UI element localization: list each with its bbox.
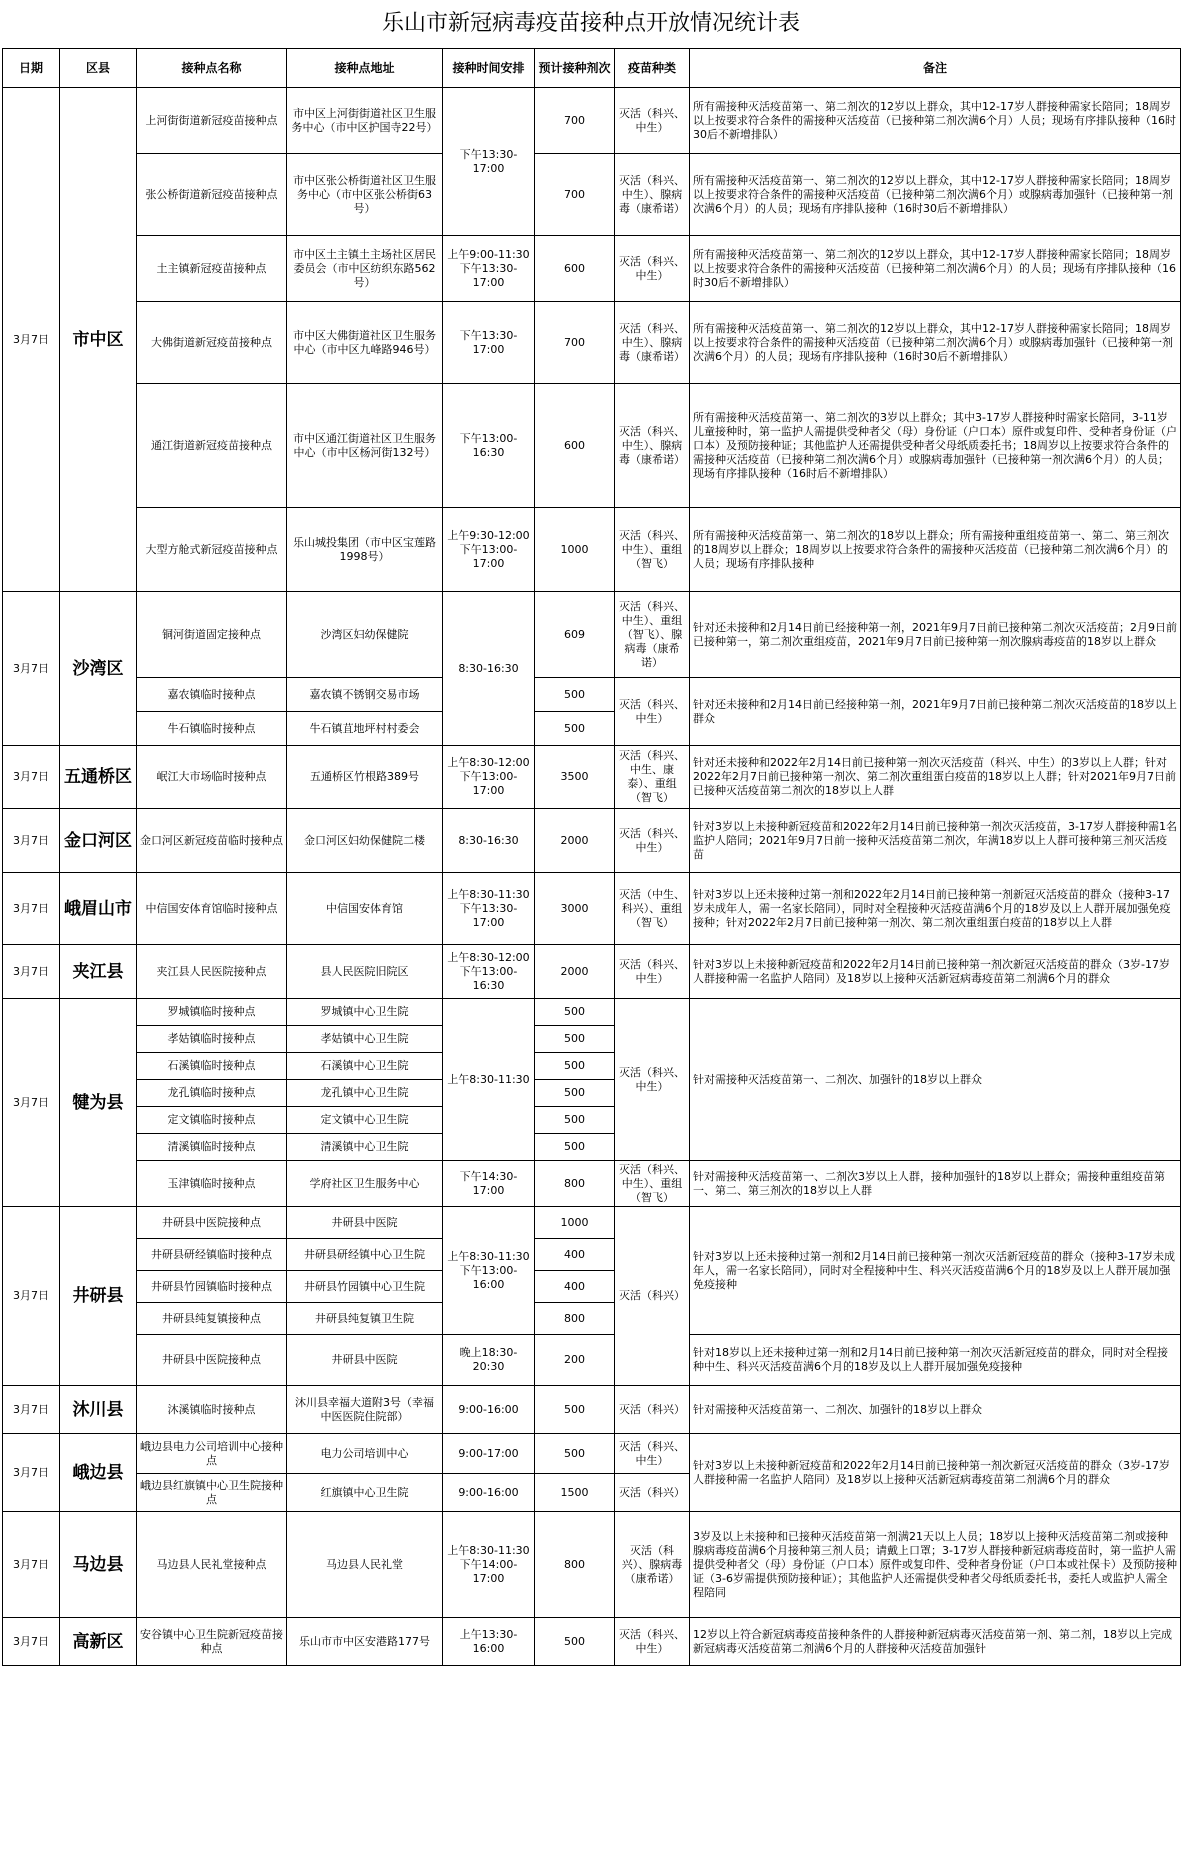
site-doses: 800 (535, 1303, 615, 1335)
site-time: 上午9:00-11:30 下午13:30-17:00 (443, 236, 535, 302)
site-note: 3岁及以上未接种和已接种灭活疫苗第一剂满21天以上人员；18岁以上接种灭活疫苗第二剂或接种腺病毒疫苗满6个月接种第三剂人员；请戴上口罩；3-17岁人群接种新冠病毒疫苗时，第一监护人需提供受种者父（母）身份证（户口本）原件或复印件、受种者身份证（户口本或社保卡）及预防接种证（3-6岁需提供预防接种证）；其他监护人还需提供受种者父母纸质委托书，委托人或监护人需全程陪同 (690, 1512, 1181, 1618)
site-vaccine: 灭活（科兴） (615, 1386, 690, 1434)
table-row (3, 1161, 1181, 1207)
table-row (3, 236, 1181, 302)
site-address: 市中区土主镇土主场社区居民委员会（市中区纺织东路562号） (287, 236, 443, 302)
site-address: 井研县中医院 (287, 1335, 443, 1386)
site-vaccine: 灭活（科兴） (615, 1474, 690, 1512)
site-vaccine: 灭活（中生、科兴）、重组（智飞） (615, 873, 690, 945)
site-address: 市中区上河街街道社区卫生服务中心（市中区护国寺22号） (287, 88, 443, 154)
site-doses: 3500 (535, 746, 615, 809)
site-address: 乐山市市中区安港路177号 (287, 1618, 443, 1666)
site-time: 下午13:30-17:00 (443, 302, 535, 384)
site-doses: 400 (535, 1239, 615, 1271)
table-row (3, 1434, 1181, 1474)
district-cell: 犍为县 (60, 999, 137, 1207)
site-vaccine: 灭活（科兴） (615, 1207, 690, 1386)
site-doses: 2000 (535, 809, 615, 873)
site-address: 井研县纯复镇卫生院 (287, 1303, 443, 1335)
site-vaccine: 灭活（科兴、中生）、重组（智飞） (615, 508, 690, 592)
site-vaccine: 灭活（科兴、中生） (615, 945, 690, 999)
site-name: 土主镇新冠疫苗接种点 (137, 236, 287, 302)
district-cell: 井研县 (60, 1207, 137, 1386)
site-address: 孝姑镇中心卫生院 (287, 1026, 443, 1053)
header-vaccine: 疫苗种类 (615, 49, 690, 88)
site-name: 井研县纯复镇接种点 (137, 1303, 287, 1335)
site-vaccine: 灭活（科兴、中生）、重组（智飞）、腺病毒（康希诺） (615, 592, 690, 678)
site-name: 龙孔镇临时接种点 (137, 1080, 287, 1107)
site-name: 嘉农镇临时接种点 (137, 678, 287, 712)
table-row (3, 945, 1181, 999)
site-address: 牛石镇苴地坪村村委会 (287, 712, 443, 746)
site-doses: 500 (535, 1618, 615, 1666)
site-vaccine: 灭活（科兴、中生） (615, 1618, 690, 1666)
site-address: 沙湾区妇幼保健院 (287, 592, 443, 678)
site-vaccine: 灭活（科兴、中生） (615, 1434, 690, 1474)
site-note: 所有需接种灭活疫苗第一、第二剂次的12岁以上群众，其中12-17岁人群接种需家长陪同；18周岁以上按要求符合条件的需接种灭活疫苗（已接种第二剂次满6个月）或腺病毒加强针（已接种第一剂次满6个月）的人员；现场有序排队接种（16时30后不新增排队） (690, 302, 1181, 384)
site-time: 9:00-17:00 (443, 1434, 535, 1474)
site-doses: 1500 (535, 1474, 615, 1512)
site-time: 下午13:30-17:00 (443, 88, 535, 236)
site-note: 针对还未接种和2月14日前已经接种第一剂，2021年9月7日前已接种第二剂次灭活疫苗的18岁以上群众 (690, 678, 1181, 746)
site-vaccine: 灭活（科兴、中生） (615, 236, 690, 302)
table-row (3, 592, 1181, 678)
site-vaccine: 灭活（科兴、中生）、腺病毒（康希诺） (615, 154, 690, 236)
site-note: 所有需接种灭活疫苗第一、第二剂次的12岁以上群众，其中12-17岁人群接种需家长陪同；18周岁以上按要求符合条件的需接种灭活疫苗（已接种第二剂次满6个月）人员；现场有序排队接种（16时30后不新增排队） (690, 88, 1181, 154)
site-note: 针对需接种灭活疫苗第一、二剂次、加强针的18岁以上群众 (690, 999, 1181, 1161)
site-doses: 1000 (535, 1207, 615, 1239)
site-doses: 500 (535, 1434, 615, 1474)
site-address: 红旗镇中心卫生院 (287, 1474, 443, 1512)
site-note: 所有需接种灭活疫苗第一、第二剂次的12岁以上群众，其中12-17岁人群接种需家长陪同；18周岁以上按要求符合条件的需接种灭活疫苗（已接种第二剂次满6个月）或腺病毒加强针（已接种第一剂次满6个月）的人员；现场有序排队接种（16时30后不新增排队） (690, 154, 1181, 236)
date-cell: 3月7日 (3, 1386, 60, 1434)
date-cell: 3月7日 (3, 873, 60, 945)
site-doses: 400 (535, 1271, 615, 1303)
site-note: 针对18岁以上还未接种过第一剂和2月14日前已接种第一剂次灭活新冠疫苗的群众，同时对全程接种中生、科兴灭活疫苗满6个月的18岁及以上人群开展加强免疫接种 (690, 1335, 1181, 1386)
site-name: 玉津镇临时接种点 (137, 1161, 287, 1207)
site-doses: 700 (535, 302, 615, 384)
site-note: 针对需接种灭活疫苗第一、二剂次、加强针的18岁以上群众 (690, 1386, 1181, 1434)
header-doses: 预计接种剂次 (535, 49, 615, 88)
date-cell: 3月7日 (3, 945, 60, 999)
site-name: 马边县人民礼堂接种点 (137, 1512, 287, 1618)
table-row (3, 384, 1181, 508)
site-name: 定文镇临时接种点 (137, 1107, 287, 1134)
site-address: 龙孔镇中心卫生院 (287, 1080, 443, 1107)
site-address: 乐山城投集团（市中区宝莲路1998号） (287, 508, 443, 592)
table-row (3, 678, 1181, 712)
header-row (3, 49, 1181, 88)
site-address: 定文镇中心卫生院 (287, 1107, 443, 1134)
site-time: 下午13:00-16:30 (443, 384, 535, 508)
site-doses: 800 (535, 1512, 615, 1618)
site-doses: 700 (535, 88, 615, 154)
district-cell: 五通桥区 (60, 746, 137, 809)
table-row (3, 1335, 1181, 1386)
district-cell: 沐川县 (60, 1386, 137, 1434)
date-cell: 3月7日 (3, 746, 60, 809)
site-address: 县人民医院旧院区 (287, 945, 443, 999)
site-time: 9:00-16:00 (443, 1474, 535, 1512)
site-doses: 500 (535, 1134, 615, 1161)
site-address: 学府社区卫生服务中心 (287, 1161, 443, 1207)
district-cell: 高新区 (60, 1618, 137, 1666)
site-address: 五通桥区竹根路389号 (287, 746, 443, 809)
site-address: 井研县竹园镇中心卫生院 (287, 1271, 443, 1303)
table-row (3, 302, 1181, 384)
site-doses: 800 (535, 1161, 615, 1207)
site-name: 大佛街道新冠疫苗接种点 (137, 302, 287, 384)
table-row (3, 746, 1181, 809)
table-row (3, 154, 1181, 236)
table-row (3, 1207, 1181, 1239)
site-name: 峨边县电力公司培训中心接种点 (137, 1434, 287, 1474)
district-cell: 市中区 (60, 88, 137, 592)
site-name: 上河街街道新冠疫苗接种点 (137, 88, 287, 154)
site-name: 沐溪镇临时接种点 (137, 1386, 287, 1434)
site-time: 上午8:30-12:00 下午13:00-16:30 (443, 945, 535, 999)
site-time: 上午8:30-11:30 下午14:00-17:00 (443, 1512, 535, 1618)
table-row (3, 1512, 1181, 1618)
site-vaccine: 灭活（科兴、中生）、重组（智飞） (615, 1161, 690, 1207)
date-cell: 3月7日 (3, 999, 60, 1207)
site-address: 清溪镇中心卫生院 (287, 1134, 443, 1161)
site-time: 下午14:30-17:00 (443, 1161, 535, 1207)
district-cell: 沙湾区 (60, 592, 137, 746)
date-cell: 3月7日 (3, 592, 60, 746)
site-doses: 500 (535, 1026, 615, 1053)
site-note: 所有需接种灭活疫苗第一、第二剂次的12岁以上群众，其中12-17岁人群接种需家长陪同；18周岁以上按要求符合条件的需接种灭活疫苗（已接种第二剂次满6个月）的人员；现场有序排队接种（16时30后不新增排队） (690, 236, 1181, 302)
site-time: 上午8:30-11:30 (443, 999, 535, 1161)
table-row (3, 1386, 1181, 1434)
site-address: 井研县中医院 (287, 1207, 443, 1239)
date-cell: 3月7日 (3, 1618, 60, 1666)
district-cell: 马边县 (60, 1512, 137, 1618)
site-address: 石溪镇中心卫生院 (287, 1053, 443, 1080)
site-vaccine: 灭活（科兴、中生） (615, 999, 690, 1161)
site-time: 上午13:30-16:00 (443, 1618, 535, 1666)
site-note: 针对3岁以上未接种新冠疫苗和2022年2月14日前已接种第一剂次新冠灭活疫苗的群众（3岁-17岁人群接种需一名监护人陪同）及18岁以上接种灭活新冠病毒疫苗第二剂满6个月的群众 (690, 1434, 1181, 1512)
site-note: 针对3岁以上还未接种过第一剂和2022年2月14日前已接种第一剂新冠灭活疫苗的群众（接种3-17岁未成年人，需一名家长陪同），同时对全程接种灭活疫苗满6个月的18岁及以上人群开展加强免疫接种；针对2022年2月7日前已接种第一剂次、第二剂次重组蛋白疫苗的18岁以上人群 (690, 873, 1181, 945)
site-doses: 2000 (535, 945, 615, 999)
header-date: 日期 (3, 49, 60, 88)
site-name: 金口河区新冠疫苗临时接种点 (137, 809, 287, 873)
site-name: 岷江大市场临时接种点 (137, 746, 287, 809)
site-name: 铜河街道固定接种点 (137, 592, 287, 678)
header-site-name: 接种点名称 (137, 49, 287, 88)
site-time: 上午9:30-12:00 下午13:00-17:00 (443, 508, 535, 592)
site-note: 所有需接种灭活疫苗第一、第二剂次的3岁以上群众；其中3-17岁人群接种时需家长陪同，3-11岁儿童接种时，第一监护人需提供受种者父（母）身份证（户口本）原件或复印件、受种者身份证（户口本）及预防接种证；其他监护人还需提供受种者父母纸质委托书；18周岁以上按要求符合条件的需接种灭活疫苗（已接种第二剂次满6个月）或腺病毒加强针（已接种第一剂次满6个月）的人员；现场有序排队接种（16时后不新增排队） (690, 384, 1181, 508)
site-vaccine: 灭活（科兴、中生） (615, 809, 690, 873)
site-time: 上午8:30-11:30 下午13:30-17:00 (443, 873, 535, 945)
site-doses: 700 (535, 154, 615, 236)
site-time: 9:00-16:00 (443, 1386, 535, 1434)
district-cell: 峨眉山市 (60, 873, 137, 945)
site-time: 8:30-16:30 (443, 592, 535, 746)
site-name: 夹江县人民医院接种点 (137, 945, 287, 999)
page-title: 乐山市新冠病毒疫苗接种点开放情况统计表 (381, 11, 800, 36)
site-note: 针对3岁以上未接种新冠疫苗和2022年2月14日前已接种第一剂次新冠灭活疫苗的群众（3岁-17岁人群接种需一名监护人陪同）及18岁以上接种灭活新冠病毒疫苗第二剂满6个月的群众 (690, 945, 1181, 999)
site-vaccine: 灭活（科兴、中生、康泰）、重组（智飞） (615, 746, 690, 809)
site-address: 罗城镇中心卫生院 (287, 999, 443, 1026)
site-note: 所有需接种灭活疫苗第一、第二剂次的18岁以上群众；所有需接种重组疫苗第一、第二、第三剂次的18周岁以上群众；18周岁以上按要求符合条件的需接种灭活疫苗（已接种第二剂次满6个月）的人员；现场有序排队接种 (690, 508, 1181, 592)
site-vaccine: 灭活（科兴、中生） (615, 678, 690, 746)
site-name: 清溪镇临时接种点 (137, 1134, 287, 1161)
site-vaccine: 灭活（科兴、中生）、腺病毒（康希诺） (615, 384, 690, 508)
site-note: 针对还未接种和2022年2月14日前已接种第一剂次灭活疫苗（科兴、中生）的3岁以上人群；针对2022年2月7日前已接种第一剂次、第二剂次重组蛋白疫苗的18岁以上人群；针对2021年9月7日前已接种灭活疫苗第二剂次的18岁以上人群 (690, 746, 1181, 809)
site-doses: 500 (535, 999, 615, 1026)
site-note: 针对3岁以上还未接种过第一剂和2月14日前已接种第一剂次灭活新冠疫苗的群众（接种3-17岁未成年人，需一名家长陪同），同时对全程接种中生、科兴灭活疫苗满6个月的18岁及以上人群开展加强免疫接种 (690, 1207, 1181, 1335)
site-time: 上午8:30-12:00 下午13:00-17:00 (443, 746, 535, 809)
site-name: 井研县中医院接种点 (137, 1335, 287, 1386)
site-address: 马边县人民礼堂 (287, 1512, 443, 1618)
site-doses: 3000 (535, 873, 615, 945)
site-name: 通江街道新冠疫苗接种点 (137, 384, 287, 508)
site-name: 孝姑镇临时接种点 (137, 1026, 287, 1053)
site-name: 井研县中医院接种点 (137, 1207, 287, 1239)
site-doses: 500 (535, 678, 615, 712)
header-note: 备注 (690, 49, 1181, 88)
site-name: 石溪镇临时接种点 (137, 1053, 287, 1080)
header-district: 区县 (60, 49, 137, 88)
site-time: 晚上18:30-20:30 (443, 1335, 535, 1386)
site-address: 市中区张公桥街道社区卫生服务中心（市中区张公桥街63号） (287, 154, 443, 236)
site-time: 上午8:30-11:30 下午13:00-16:00 (443, 1207, 535, 1335)
site-name: 中信国安体育馆临时接种点 (137, 873, 287, 945)
site-vaccine: 灭活（科兴、中生） (615, 88, 690, 154)
table-row (3, 809, 1181, 873)
site-note: 12岁以上符合新冠病毒疫苗接种条件的人群接种新冠病毒灭活疫苗第一剂、第二剂，18岁以上完成新冠病毒灭活疫苗第二剂满6个月的人群接种灭活疫苗加强针 (690, 1618, 1181, 1666)
site-name: 峨边县红旗镇中心卫生院接种点 (137, 1474, 287, 1512)
site-note: 针对还未接种和2月14日前已经接种第一剂，2021年9月7日前已接种第二剂次灭活疫苗；2月9日前已接种第一，第二剂次重组疫苗，2021年9月7日前已接种第一剂次腺病毒疫苗的18岁以上群众 (690, 592, 1181, 678)
header-address: 接种点地址 (287, 49, 443, 88)
site-doses: 500 (535, 1080, 615, 1107)
site-name: 井研县竹园镇临时接种点 (137, 1271, 287, 1303)
site-address: 市中区通江街道社区卫生服务中心（市中区杨河街132号） (287, 384, 443, 508)
site-vaccine: 灭活（科兴、中生）、腺病毒（康希诺） (615, 302, 690, 384)
table-row (3, 999, 1181, 1026)
date-cell: 3月7日 (3, 1207, 60, 1386)
site-name: 张公桥街道新冠疫苗接种点 (137, 154, 287, 236)
vaccination-sites-table (2, 48, 1181, 1666)
table-row (3, 1618, 1181, 1666)
site-address: 中信国安体育馆 (287, 873, 443, 945)
district-cell: 峨边县 (60, 1434, 137, 1512)
site-doses: 500 (535, 1053, 615, 1080)
site-note: 针对3岁以上未接种新冠疫苗和2022年2月14日前已接种第一剂次灭活疫苗，3-17岁人群接种需1名监护人陪同；2021年9月7日前一接种灭活疫苗第二剂次，年满18岁以上人群可接种第三剂灭活疫苗 (690, 809, 1181, 873)
site-time: 8:30-16:30 (443, 809, 535, 873)
site-address: 金口河区妇幼保健院二楼 (287, 809, 443, 873)
date-cell: 3月7日 (3, 1512, 60, 1618)
site-name: 大型方舱式新冠疫苗接种点 (137, 508, 287, 592)
date-cell: 3月7日 (3, 1434, 60, 1512)
site-doses: 500 (535, 1386, 615, 1434)
site-address: 嘉农镇不锈钢交易市场 (287, 678, 443, 712)
site-doses: 600 (535, 384, 615, 508)
district-cell: 金口河区 (60, 809, 137, 873)
date-cell: 3月7日 (3, 88, 60, 592)
site-doses: 600 (535, 236, 615, 302)
site-note: 针对需接种灭活疫苗第一、二剂次3岁以上人群，接种加强针的18岁以上群众；需接种重组疫苗第一、第二、第三剂次的18岁以上人群 (690, 1161, 1181, 1207)
table-row (3, 508, 1181, 592)
site-vaccine: 灭活（科兴）、腺病毒（康希诺） (615, 1512, 690, 1618)
site-address: 市中区大佛街道社区卫生服务中心（市中区九峰路946号） (287, 302, 443, 384)
site-name: 井研县研经镇临时接种点 (137, 1239, 287, 1271)
site-doses: 609 (535, 592, 615, 678)
site-name: 牛石镇临时接种点 (137, 712, 287, 746)
site-doses: 1000 (535, 508, 615, 592)
site-address: 井研县研经镇中心卫生院 (287, 1239, 443, 1271)
site-doses: 500 (535, 712, 615, 746)
site-name: 罗城镇临时接种点 (137, 999, 287, 1026)
site-doses: 200 (535, 1335, 615, 1386)
site-name: 安谷镇中心卫生院新冠疫苗接种点 (137, 1618, 287, 1666)
date-cell: 3月7日 (3, 809, 60, 873)
site-address: 沐川县幸福大道附3号（幸福中医医院住院部） (287, 1386, 443, 1434)
header-time: 接种时间安排 (443, 49, 535, 88)
table-row (3, 88, 1181, 154)
site-address: 电力公司培训中心 (287, 1434, 443, 1474)
site-doses: 500 (535, 1107, 615, 1134)
district-cell: 夹江县 (60, 945, 137, 999)
table-row (3, 873, 1181, 945)
